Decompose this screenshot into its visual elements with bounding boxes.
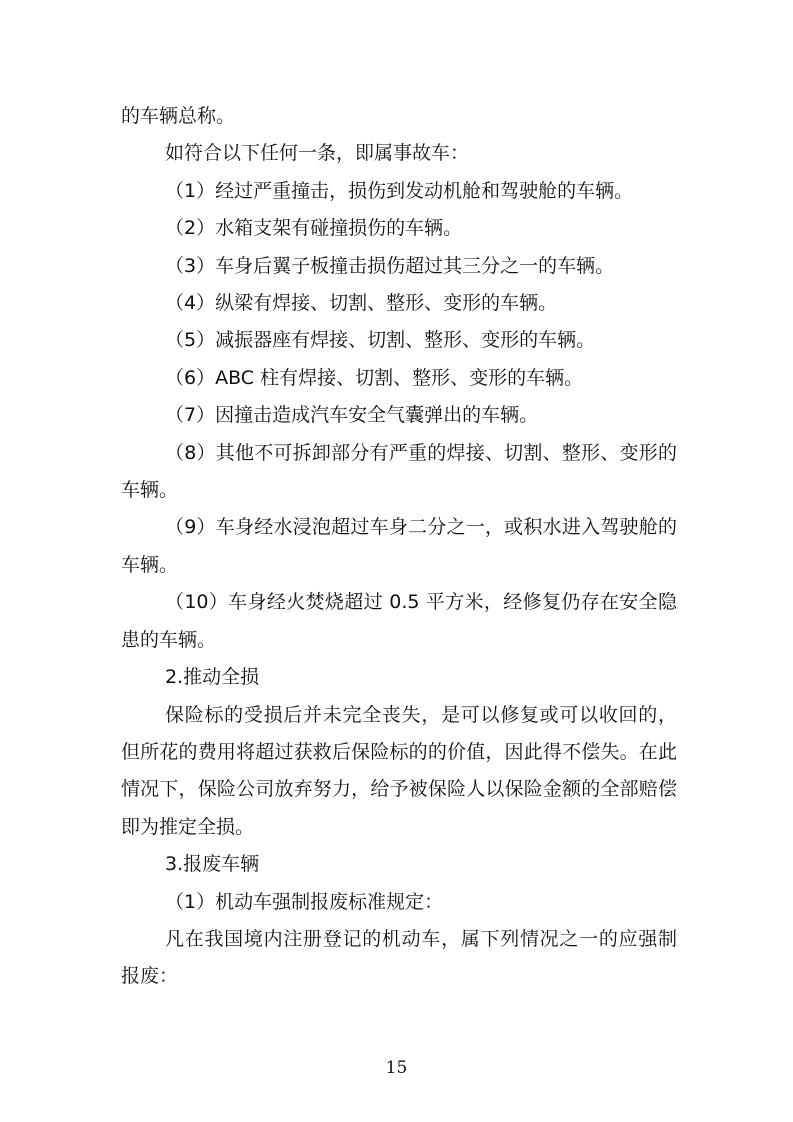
paragraph: 的车辆总称。 bbox=[121, 105, 236, 127]
list-item: （1）机动车强制报废标准规定： bbox=[165, 890, 444, 913]
list-item: （3）车身后翼子板撞击损伤超过其三分之一的车辆。 bbox=[165, 254, 615, 277]
list-item: （5）减振器座有焊接、切割、整形、变形的车辆。 bbox=[165, 329, 596, 352]
list-item: （9）车身经水浸泡超过车身二分之一，或积水进入驾驶舱的车辆。 bbox=[121, 516, 677, 576]
list-item: （6）ABC 柱有焊接、切割、整形、变形的车辆。 bbox=[165, 366, 584, 389]
section-heading: 2.推动全损 bbox=[165, 666, 260, 689]
list-item: （7）因撞击造成汽车安全气囊弹出的车辆。 bbox=[165, 404, 539, 427]
list-item: （8）其他不可拆卸部分有严重的焊接、切割、整形、变形的车辆。 bbox=[121, 441, 677, 502]
paragraph: 如符合以下任何一条，即属事故车： bbox=[165, 142, 470, 165]
list-item: （4）纵梁有焊接、切割、整形、变形的车辆。 bbox=[165, 292, 558, 315]
paragraph: 凡在我国境内注册登记的机动车，属下列情况之一的应强制报废： bbox=[121, 927, 677, 988]
document-body bbox=[121, 98, 677, 996]
section-heading: 3.报废车辆 bbox=[165, 853, 260, 876]
paragraph: 保险标的受损后并未完全丧失，是可以修复或可以收回的，但所花的费用将超过获救后保险标的的价值，因此得不偿失。在此情况下，保险公司放弃努力，给予被保险人以保险金额的全部赔偿即为推定全损。 bbox=[121, 703, 677, 838]
page-number: 15 bbox=[385, 1058, 408, 1078]
list-item: （1）经过严重撞击，损伤到发动机舱和驾驶舱的车辆。 bbox=[165, 179, 634, 202]
list-item: （10）车身经火焚烧超过 0.5 平方米，经修复仍存在安全隐患的车辆。 bbox=[121, 591, 677, 651]
list-item: （2）水箱支架有碰撞损伤的车辆。 bbox=[165, 217, 463, 240]
